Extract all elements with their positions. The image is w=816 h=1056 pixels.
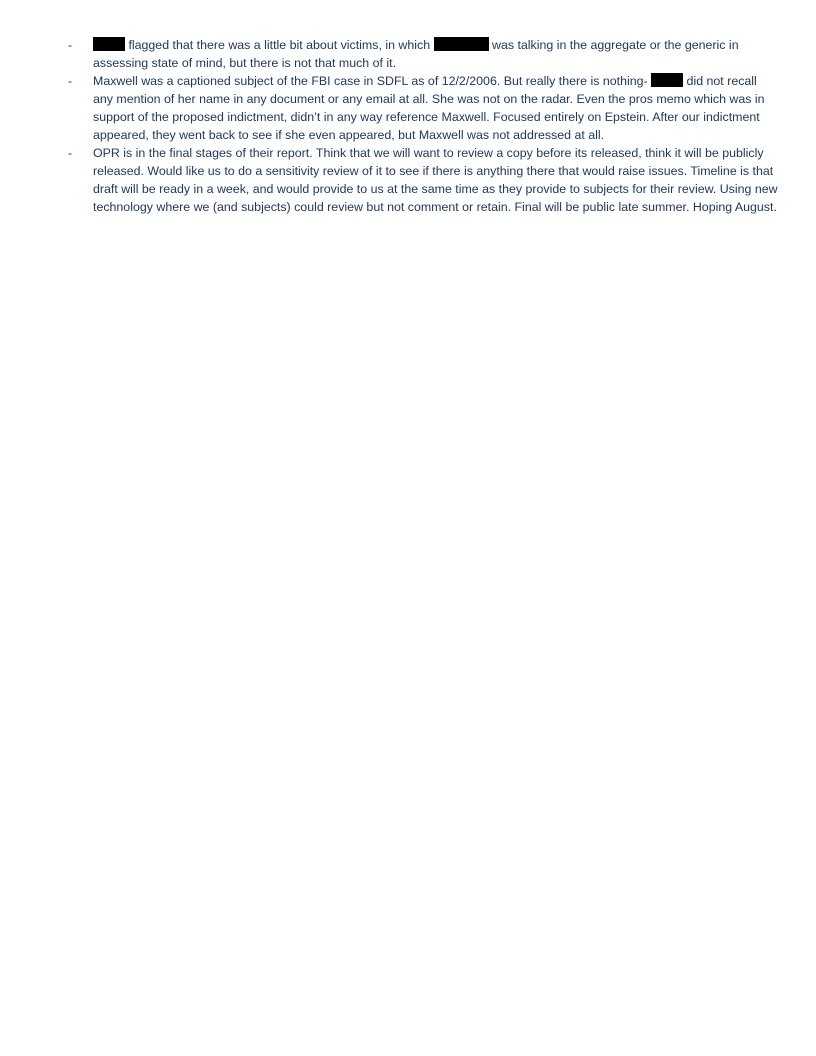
redaction-block <box>651 73 683 87</box>
text-segment: OPR is in the final stages of their report. Think that we will want to review a copy before its released, think it will be publicly released. Would like us to do a sensitivity review of it to see if there is anything there that would raise issues. Timeline is that draft will be ready in a week, and would provide to us at the same time as they provide to subjects for their review. Using new technology where we (and subjects) could review but not comment or retain. Final will be public late summer. Hoping August. <box>93 146 778 214</box>
notes-list <box>68 36 780 216</box>
dash-bullet: - <box>68 146 73 160</box>
list-item <box>68 36 780 72</box>
list-item <box>68 72 780 144</box>
text-segment: was talking in the aggregate or the generic in assessing state of mind, but there is not that much of it. <box>93 38 739 70</box>
redaction-block <box>93 37 125 51</box>
dash-bullet: - <box>68 38 73 52</box>
note-text <box>93 72 780 144</box>
text-segment: flagged that there was a little bit about victims, in which <box>125 38 434 52</box>
dash-bullet: - <box>68 74 73 88</box>
note-text <box>93 144 780 216</box>
list-item <box>68 144 780 216</box>
note-text <box>93 36 780 72</box>
redaction-block <box>434 37 489 51</box>
text-segment: Maxwell was a captioned subject of the FBI case in SDFL as of 12/2/2006. But really there is nothing- <box>93 74 652 88</box>
text-segment: did not recall any mention of her name in any document or any email at all. She was not on the radar. Even the pros memo which was in support of the proposed indictment, didn’t in any way reference Maxwell. Focused entirely on Epstein. After our indictment appeared, they went back to see if she even appeared, but Maxwell was not addressed at all. <box>93 74 765 142</box>
